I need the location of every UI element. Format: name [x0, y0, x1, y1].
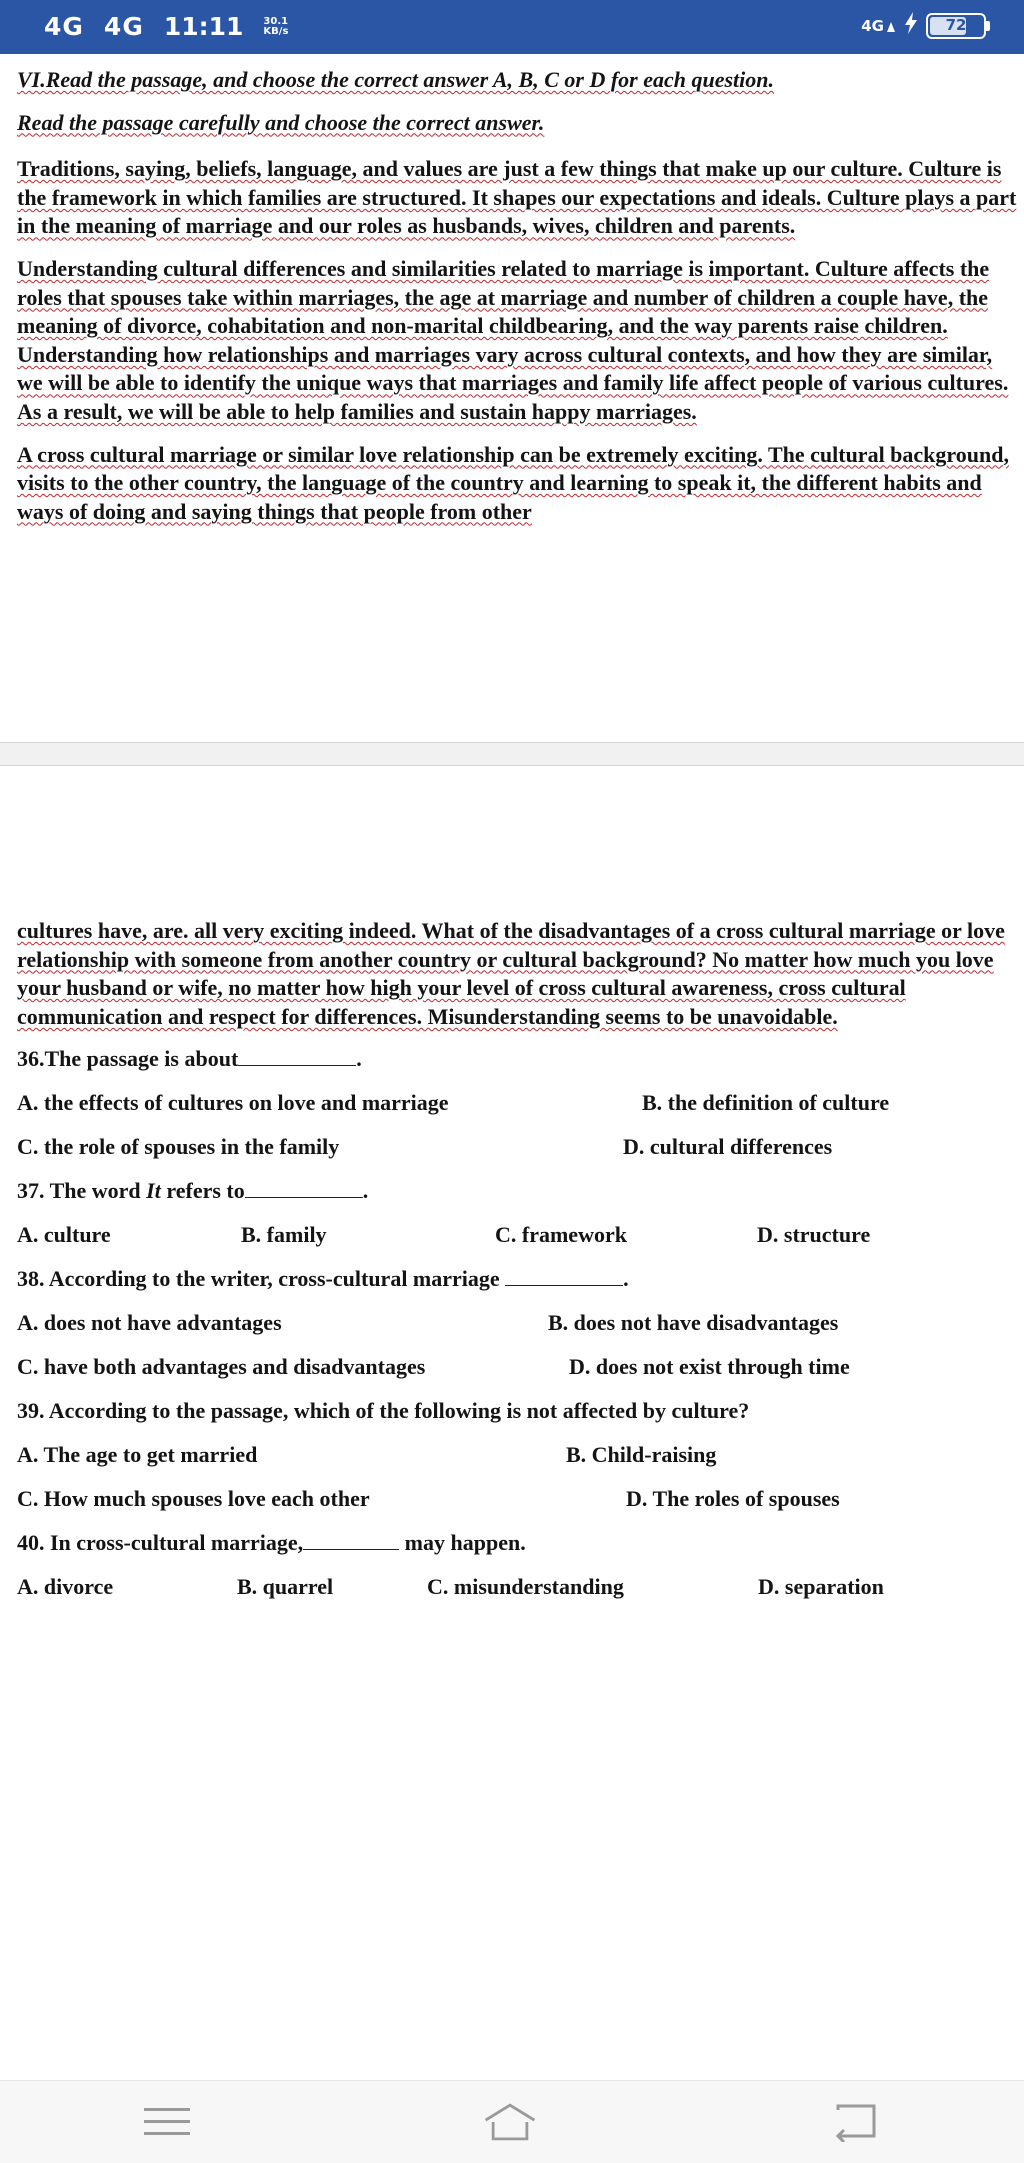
- network-type-2: 4G: [103, 12, 144, 41]
- menu-icon: [142, 2104, 192, 2140]
- battery-body: [926, 13, 986, 39]
- back-button[interactable]: [825, 2095, 885, 2149]
- question-36-options-row-1: [17, 1089, 1017, 1133]
- passage-paragraph-3-end: [17, 917, 1017, 1031]
- home-button[interactable]: [480, 2095, 540, 2149]
- option-36-d[interactable]: D. cultural differences: [623, 1134, 833, 1160]
- home-icon: [480, 2100, 540, 2144]
- question-38-options-row-2: [17, 1353, 1017, 1397]
- option-37-c[interactable]: C. framework: [495, 1222, 627, 1248]
- answer-blank: [303, 1529, 399, 1550]
- option-39-c[interactable]: C. How much spouses love each other: [17, 1486, 370, 1512]
- document-page-2: [17, 917, 1017, 1617]
- exercise-instruction: Read the passage carefully and choose the correct answer.: [17, 109, 545, 135]
- question-40-end: may happen.: [399, 1530, 526, 1556]
- question-40-options-row: [17, 1573, 1017, 1617]
- question-38-end: .: [623, 1266, 629, 1292]
- question-37-text-mid: refers to: [160, 1178, 245, 1204]
- question-39-options-row-1: [17, 1441, 1017, 1485]
- answer-blank: [238, 1045, 356, 1066]
- exercise-heading: VI.Read the passage, and choose the correct answer A, B, C or D for each question.: [17, 67, 775, 92]
- option-36-a[interactable]: A. the effects of cultures on love and marriage: [17, 1090, 449, 1116]
- question-38-stem: [17, 1265, 629, 1293]
- question-37-stem: [17, 1177, 368, 1205]
- answer-blank: [505, 1265, 623, 1286]
- question-36: [17, 1045, 1017, 1089]
- passage-paragraph-3-start: A cross cultural marriage or similar love relationship can be extremely exciting. The cultural background, visits to the other country, the language of the country and learning to speak it, the different habits and ways of doing and saying things that people from other: [17, 441, 1009, 524]
- option-39-d[interactable]: D. The roles of spouses: [626, 1486, 840, 1512]
- network-speed-unit: KB/s: [263, 25, 289, 37]
- option-40-a[interactable]: A. divorce: [17, 1574, 114, 1600]
- network-type-right: 4G: [861, 16, 884, 35]
- option-40-d[interactable]: D. separation: [758, 1574, 884, 1600]
- question-39-options-row-2: [17, 1485, 1017, 1529]
- question-40-text: 40. In cross-cultural marriage,: [17, 1530, 304, 1556]
- option-38-c[interactable]: C. have both advantages and disadvantages: [17, 1354, 426, 1380]
- option-40-c[interactable]: C. misunderstanding: [427, 1574, 624, 1600]
- menu-button[interactable]: [137, 2095, 197, 2149]
- question-36-stem: [17, 1045, 362, 1073]
- battery-icon: [926, 13, 990, 39]
- clock: 11:11: [163, 12, 244, 41]
- network-type-1: 4G: [44, 12, 84, 41]
- option-37-a[interactable]: A. culture: [17, 1222, 111, 1248]
- question-36-end: .: [356, 1046, 362, 1072]
- question-36-options-row-2: [17, 1133, 1017, 1177]
- option-38-a[interactable]: A. does not have advantages: [17, 1310, 282, 1336]
- question-39-stem: 39. According to the passage, which of the following is not affected by culture?: [17, 1398, 750, 1424]
- option-38-d[interactable]: D. does not exist through time: [569, 1354, 850, 1380]
- option-37-b[interactable]: B. family: [241, 1222, 327, 1248]
- charging-icon: [904, 12, 918, 39]
- question-38-options-row-1: [17, 1309, 1017, 1353]
- document-page-1: [17, 66, 1017, 540]
- question-37-keyword: It: [146, 1178, 161, 1204]
- option-39-a[interactable]: A. The age to get married: [17, 1442, 258, 1468]
- option-38-b[interactable]: B. does not have disadvantages: [548, 1310, 839, 1336]
- network-speed: [263, 15, 289, 37]
- question-37-end: .: [362, 1178, 369, 1204]
- passage-paragraph-2: Understanding cultural differences and similarities related to marriage is important. Culture affects the roles that spouses take within marriages, the age at marriage and number of children a couple have, the meaning of divorce, cohabitation and non-marital childbearing, and the way parents raise children. Understanding how relationships and marriages vary across cultural contexts, and how they are similar, we will be able to identify the unique ways that marriages and family life affect people of various cultures. As a result, we will be able to help families and sustain happy marriages.: [17, 255, 1009, 424]
- network-speed-value: 30.1: [263, 15, 289, 27]
- battery-tip: [986, 21, 990, 31]
- passage-paragraph-3-end-text: cultures have, are. all very exciting indeed. What of the disadvantages of a cross cultural marriage or love relationship with someone from another country or cultural background? No matter how much you love your husband or wife, no matter how high your level of cross cultural awareness, cross cultural communication and respect for differences. Misunderstanding seems to be unavoidable.: [17, 918, 1005, 1029]
- battery-percent: 72: [945, 15, 967, 34]
- option-39-b[interactable]: B. Child-raising: [566, 1442, 717, 1468]
- option-36-c[interactable]: C. the role of spouses in the family: [17, 1134, 340, 1160]
- page-divider: [0, 742, 1024, 766]
- signal-icon: [861, 17, 896, 35]
- question-36-text: 36.The passage is about: [17, 1046, 239, 1072]
- question-39: [17, 1397, 1017, 1441]
- option-40-b[interactable]: B. quarrel: [237, 1574, 334, 1600]
- option-37-d[interactable]: D. structure: [757, 1222, 871, 1248]
- question-38-text: 38. According to the writer, cross-cultural marriage: [17, 1266, 500, 1292]
- navigation-bar: [0, 2080, 1024, 2163]
- question-37-options-row: [17, 1221, 1017, 1265]
- status-bar: [0, 0, 1024, 54]
- question-37: [17, 1177, 1017, 1221]
- question-40: [17, 1529, 1017, 1573]
- answer-blank: [245, 1177, 363, 1198]
- passage-paragraph-1: Traditions, saying, beliefs, language, and values are just a few things that make up our culture. Culture is the framework in which families are structured. It shapes our expectations and ideals. Culture plays a part in the meaning of marriage and our roles as husbands, wives, children and parents.: [17, 156, 1017, 239]
- option-36-b[interactable]: B. the definition of culture: [642, 1090, 890, 1116]
- question-37-text: 37. The word: [17, 1178, 147, 1204]
- question-40-stem: [17, 1529, 526, 1557]
- back-icon: [830, 2102, 880, 2142]
- question-38: [17, 1265, 1017, 1309]
